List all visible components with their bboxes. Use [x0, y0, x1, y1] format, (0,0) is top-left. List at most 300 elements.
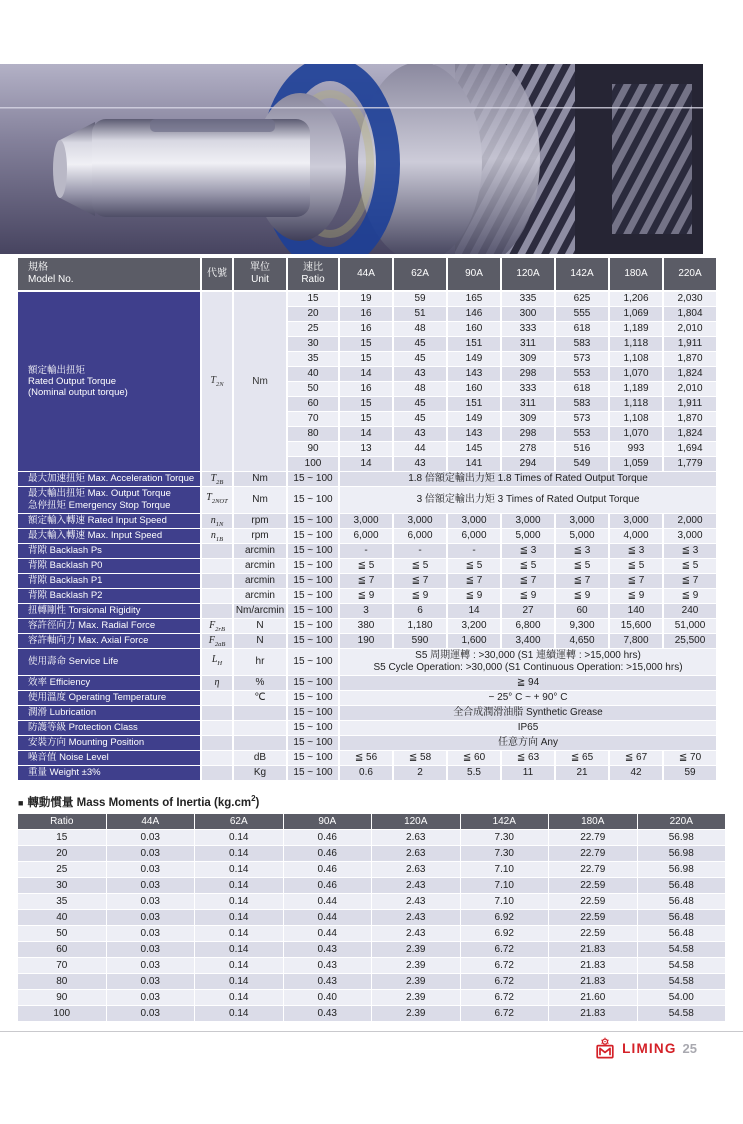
value-cell: ≦ 9 [664, 589, 716, 603]
value-cell: 56.48 [638, 910, 726, 925]
value-cell: ≦ 5 [448, 559, 500, 573]
value-cell: 1,118 [610, 337, 662, 351]
value-cell: 14 [340, 427, 392, 441]
ratio-cell: 80 [288, 427, 338, 441]
value-cell: 625 [556, 292, 608, 306]
row-label: 背隙 Backlash Ps [18, 544, 200, 558]
row-value: 3 倍額定輸出力矩 3 Times of Rated Output Torque [340, 487, 716, 513]
value-cell: 6 [394, 604, 446, 618]
row-symbol: $F_{2aB}$ [202, 634, 232, 648]
value-cell: 0.14 [195, 894, 283, 909]
value-cell: 45 [394, 337, 446, 351]
value-cell: 1,911 [664, 397, 716, 411]
table-row [18, 958, 725, 973]
value-cell: ≦ 5 [394, 559, 446, 573]
value-cell: 27 [502, 604, 554, 618]
table-row [18, 974, 725, 989]
row-value: 全合成潤滑油脂 Synthetic Grease [340, 706, 716, 720]
value-cell: 0.14 [195, 1006, 283, 1021]
row-value: S5 周期運轉 : >30,000 (S1 連續運轉 : >15,000 hrs) S5 Cycle Operation: >30,000 (S1 Continuous Operation: >15,000 hrs) [340, 649, 716, 675]
row-unit: hr [234, 649, 286, 675]
torque-row [288, 337, 716, 351]
value-cell: 22.79 [549, 846, 637, 861]
value-cell: 21.83 [549, 1006, 637, 1021]
value-cell: ≦ 67 [610, 751, 662, 765]
spec-row-service-life [18, 649, 716, 675]
value-cell: 1,059 [610, 457, 662, 471]
value-cell: 1,069 [610, 307, 662, 321]
row-ratio: 15 ~ 100 [288, 529, 338, 543]
value-cell: 1,189 [610, 322, 662, 336]
value-cell: 16 [340, 322, 392, 336]
value-cell: 6,000 [394, 529, 446, 543]
value-cell: ≦ 5 [610, 559, 662, 573]
torque-row [288, 427, 716, 441]
value-cell: ≦ 58 [394, 751, 446, 765]
value-cell: 0.40 [284, 990, 372, 1005]
ratio-cell: 35 [288, 352, 338, 366]
value-cell: 993 [610, 442, 662, 456]
row-label: 重量 Weight ±3% [18, 766, 200, 780]
value-cell: 1,180 [394, 619, 446, 633]
value-cell: ≦ 7 [340, 574, 392, 588]
value-cell: 14 [340, 367, 392, 381]
value-cell: 1,804 [664, 307, 716, 321]
value-cell: 43 [394, 427, 446, 441]
value-cell: 2.63 [372, 830, 460, 845]
value-cell: 6.72 [461, 1006, 549, 1021]
table-row [18, 846, 725, 861]
value-cell: ≦ 3 [664, 544, 716, 558]
value-cell: 56.48 [638, 926, 726, 941]
value-cell: 1,824 [664, 367, 716, 381]
row-symbol [202, 736, 232, 750]
value-cell: 7.30 [461, 846, 549, 861]
ratio-cell: 40 [18, 910, 106, 925]
row-ratio: 15 ~ 100 [288, 544, 338, 558]
table-row [18, 878, 725, 893]
value-cell: 380 [340, 619, 392, 633]
value-cell: 298 [502, 367, 554, 381]
value-cell: 1,070 [610, 367, 662, 381]
value-cell: 3 [340, 604, 392, 618]
torque-row [288, 382, 716, 396]
value-cell: 3,200 [448, 619, 500, 633]
value-cell: 16 [340, 382, 392, 396]
row-ratio: 15 ~ 100 [288, 721, 338, 735]
ratio-cell: 50 [18, 926, 106, 941]
spec-row-weight [18, 766, 716, 780]
value-cell: 0.46 [284, 830, 372, 845]
value-cell: 5,000 [556, 529, 608, 543]
value-cell: ≦ 9 [610, 589, 662, 603]
value-cell: 15 [340, 412, 392, 426]
value-cell: - [340, 544, 392, 558]
value-cell: 22.59 [549, 926, 637, 941]
value-cell: 48 [394, 382, 446, 396]
row-symbol: $T_{2N}$ [202, 292, 232, 471]
row-symbol [202, 766, 232, 780]
value-cell: 5,000 [502, 529, 554, 543]
table-row [18, 990, 725, 1005]
value-cell: ≦ 7 [610, 574, 662, 588]
value-cell: 0.43 [284, 1006, 372, 1021]
value-cell: 11 [502, 766, 554, 780]
value-cell: 13 [340, 442, 392, 456]
ratio-cell: 80 [18, 974, 106, 989]
value-cell: 21.60 [549, 990, 637, 1005]
value-cell: 0.03 [107, 862, 195, 877]
value-cell: 2.63 [372, 862, 460, 877]
spec-row-backlash-p2 [18, 589, 716, 603]
row-label: 容許軸向力 Max. Axial Force [18, 634, 200, 648]
header-model-columns [340, 258, 716, 290]
ratio-cell: 90 [288, 442, 338, 456]
header-model-column: 120A [502, 258, 554, 290]
value-cell: 145 [448, 442, 500, 456]
value-cell: ≦ 70 [664, 751, 716, 765]
value-cell: 0.03 [107, 974, 195, 989]
value-cell: 151 [448, 337, 500, 351]
value-cell: 16 [340, 307, 392, 321]
row-symbol [202, 751, 232, 765]
row-symbol [202, 559, 232, 573]
spec-row-max-input-speed [18, 529, 716, 543]
table-row [18, 1006, 725, 1021]
inertia-header-cell: 120A [372, 814, 460, 829]
value-cell: 21 [556, 766, 608, 780]
value-cell: 140 [610, 604, 662, 618]
table-row [18, 894, 725, 909]
rated-output-torque-block [18, 292, 716, 471]
row-values [340, 574, 716, 588]
value-cell: ≦ 5 [556, 559, 608, 573]
value-cell: 7.10 [461, 894, 549, 909]
ratio-cell: 20 [18, 846, 106, 861]
row-values [340, 634, 716, 648]
row-symbol [202, 706, 232, 720]
value-cell: 51,000 [664, 619, 716, 633]
row-symbol: $n_{1B}$ [202, 529, 232, 543]
row-unit: N [234, 619, 286, 633]
value-cell: 2.39 [372, 958, 460, 973]
ratio-cell: 70 [288, 412, 338, 426]
row-label: 潤滑 Lubrication [18, 706, 200, 720]
value-cell: 0.14 [195, 830, 283, 845]
value-cell: 21.83 [549, 942, 637, 957]
spec-row-mounting-position [18, 736, 716, 750]
square-bullet-icon: ■ [18, 798, 24, 808]
inertia-header-cell: 220A [638, 814, 726, 829]
value-cell: 59 [664, 766, 716, 780]
value-cell: 15 [340, 337, 392, 351]
row-unit: rpm [234, 529, 286, 543]
ratio-cell: 60 [288, 397, 338, 411]
ratio-cell: 50 [288, 382, 338, 396]
inertia-table [18, 814, 725, 1021]
header-model-column: 90A [448, 258, 500, 290]
value-cell: 573 [556, 352, 608, 366]
value-cell: 160 [448, 322, 500, 336]
spec-table-header [18, 258, 716, 290]
spec-row-protection-class [18, 721, 716, 735]
ratio-cell: 30 [18, 878, 106, 893]
spec-row-max-output-torque [18, 487, 716, 513]
row-label: 最大加速扭矩 Max. Acceleration Torque [18, 472, 200, 486]
ratio-cell: 60 [18, 942, 106, 957]
row-symbol: $n_{1N}$ [202, 514, 232, 528]
value-cell: 54.58 [638, 942, 726, 957]
value-cell: 22.59 [549, 878, 637, 893]
table-row [18, 830, 725, 845]
row-symbol: η [202, 676, 232, 690]
value-cell: 555 [556, 307, 608, 321]
ratio-cell: 25 [18, 862, 106, 877]
row-ratio: 15 ~ 100 [288, 736, 338, 750]
row-values [340, 529, 716, 543]
value-cell: 143 [448, 367, 500, 381]
row-symbol [202, 691, 232, 705]
value-cell: 14 [340, 457, 392, 471]
value-cell: 0.03 [107, 910, 195, 925]
value-cell: 6.72 [461, 974, 549, 989]
row-label: 噪音值 Noise Level [18, 751, 200, 765]
inertia-header-cell: 62A [195, 814, 283, 829]
inertia-section-title: ■ 轉動慣量 Mass Moments of Inertia $(kg.cm^2)$ [18, 794, 260, 809]
ratio-cell: 30 [288, 337, 338, 351]
value-cell: 583 [556, 397, 608, 411]
value-cell: 5.5 [448, 766, 500, 780]
ratio-cell: 15 [288, 292, 338, 306]
value-cell: 278 [502, 442, 554, 456]
value-cell: 1,189 [610, 382, 662, 396]
row-ratio: 15 ~ 100 [288, 589, 338, 603]
row-values [340, 619, 716, 633]
row-label: 背隙 Backlash P0 [18, 559, 200, 573]
row-label: 最大輸出扭矩 Max. Output Torque 急停扭矩 Emergency Stop Torque [18, 487, 200, 513]
row-value: − 25° C ~ + 90° C [340, 691, 716, 705]
value-cell: 298 [502, 427, 554, 441]
row-value: ≧ 94 [340, 676, 716, 690]
value-cell: 1,206 [610, 292, 662, 306]
row-value: 1.8 倍額定輸出力矩 1.8 Times of Rated Output Torque [340, 472, 716, 486]
value-cell: ≦ 7 [556, 574, 608, 588]
inertia-header-cell: 180A [549, 814, 637, 829]
value-cell: 21.83 [549, 974, 637, 989]
value-cell: 2.43 [372, 926, 460, 941]
value-cell: 56.48 [638, 878, 726, 893]
row-unit: dB [234, 751, 286, 765]
value-cell: 309 [502, 352, 554, 366]
value-cell: 335 [502, 292, 554, 306]
value-cell: 3,000 [394, 514, 446, 528]
value-cell: 0.14 [195, 846, 283, 861]
spec-row-backlash-ps [18, 544, 716, 558]
row-unit: % [234, 676, 286, 690]
value-cell: 141 [448, 457, 500, 471]
value-cell: 1,870 [664, 352, 716, 366]
value-cell: 4,650 [556, 634, 608, 648]
value-cell: 6.92 [461, 926, 549, 941]
row-unit [234, 721, 286, 735]
value-cell: 1,108 [610, 352, 662, 366]
value-cell: 0.44 [284, 910, 372, 925]
ratio-cell: 15 [18, 830, 106, 845]
row-symbol: $T_{2NOT}$ [202, 487, 232, 513]
value-cell: 6.92 [461, 910, 549, 925]
row-values [340, 766, 716, 780]
spec-row-lubrication [18, 706, 716, 720]
value-cell: 0.14 [195, 910, 283, 925]
torque-row [288, 307, 716, 321]
value-cell: 21.83 [549, 958, 637, 973]
value-cell: 590 [394, 634, 446, 648]
value-cell: 0.6 [340, 766, 392, 780]
table-row [18, 862, 725, 877]
value-cell: 6.72 [461, 990, 549, 1005]
value-cell: ≦ 3 [502, 544, 554, 558]
row-ratio: 15 ~ 100 [288, 487, 338, 513]
value-cell: 44 [394, 442, 446, 456]
row-values [340, 514, 716, 528]
value-cell: 54.00 [638, 990, 726, 1005]
header-model-column: 220A [664, 258, 716, 290]
table-row [18, 942, 725, 957]
value-cell: 240 [664, 604, 716, 618]
value-cell: 2.39 [372, 974, 460, 989]
value-cell: 56.98 [638, 862, 726, 877]
value-cell: ≦ 3 [610, 544, 662, 558]
ratio-cell: 35 [18, 894, 106, 909]
spec-row-backlash-p1 [18, 574, 716, 588]
value-cell: 309 [502, 412, 554, 426]
row-ratio: 15 ~ 100 [288, 691, 338, 705]
torque-row [288, 367, 716, 381]
value-cell: 0.43 [284, 942, 372, 957]
spec-row-noise-level [18, 751, 716, 765]
inertia-table-body [18, 830, 725, 1021]
value-cell: ≦ 60 [448, 751, 500, 765]
value-cell: 2.39 [372, 942, 460, 957]
ratio-cell: 100 [18, 1006, 106, 1021]
value-cell: 7.30 [461, 830, 549, 845]
row-symbol: $L_H$ [202, 649, 232, 675]
row-values [340, 604, 716, 618]
inertia-table-header [18, 814, 725, 829]
value-cell: - [394, 544, 446, 558]
row-symbol [202, 604, 232, 618]
spec-row-torsional-rigidity [18, 604, 716, 618]
value-cell: 25,500 [664, 634, 716, 648]
value-cell: 0.03 [107, 942, 195, 957]
row-value: IP65 [340, 721, 716, 735]
row-label: 最大輸入轉速 Max. Input Speed [18, 529, 200, 543]
value-cell: 618 [556, 382, 608, 396]
value-cell: 6.72 [461, 942, 549, 957]
row-ratio: 15 ~ 100 [288, 574, 338, 588]
value-cell: 618 [556, 322, 608, 336]
row-unit: ℃ [234, 691, 286, 705]
spec-row-rated-input-speed [18, 514, 716, 528]
header-ratio: 速比 Ratio [288, 258, 338, 290]
value-cell: 0.03 [107, 830, 195, 845]
value-cell: 48 [394, 322, 446, 336]
value-cell: 59 [394, 292, 446, 306]
value-cell: 2 [394, 766, 446, 780]
row-ratio: 15 ~ 100 [288, 766, 338, 780]
value-cell: 0.03 [107, 990, 195, 1005]
ratio-cell: 40 [288, 367, 338, 381]
value-cell: 2.43 [372, 878, 460, 893]
value-cell: 0.44 [284, 926, 372, 941]
value-cell: 160 [448, 382, 500, 396]
row-ratio: 15 ~ 100 [288, 649, 338, 675]
value-cell: 6,000 [448, 529, 500, 543]
value-cell: 2.39 [372, 990, 460, 1005]
spec-row-max-radial-force [18, 619, 716, 633]
brand-name: LIMING [622, 1040, 677, 1056]
row-ratio: 15 ~ 100 [288, 559, 338, 573]
row-label: 額定輸入轉速 Rated Input Speed [18, 514, 200, 528]
header-model: 規格 Model No. [18, 258, 200, 290]
value-cell: 516 [556, 442, 608, 456]
value-cell: 0.03 [107, 894, 195, 909]
torque-rows [288, 292, 716, 471]
row-values [340, 589, 716, 603]
value-cell: 51 [394, 307, 446, 321]
row-label: 防護等級 Protection Class [18, 721, 200, 735]
value-cell: 2,030 [664, 292, 716, 306]
value-cell: 7.10 [461, 862, 549, 877]
spec-row-backlash-p0 [18, 559, 716, 573]
value-cell: - [448, 544, 500, 558]
value-cell: 2,010 [664, 382, 716, 396]
value-cell: 15,600 [610, 619, 662, 633]
value-cell: 1,108 [610, 412, 662, 426]
value-cell: 3,000 [610, 514, 662, 528]
row-values [340, 544, 716, 558]
value-cell: 3,000 [556, 514, 608, 528]
row-symbol [202, 574, 232, 588]
table-row [18, 910, 725, 925]
inertia-header-cell: 90A [284, 814, 372, 829]
value-cell: ≦ 63 [502, 751, 554, 765]
value-cell: 54.58 [638, 958, 726, 973]
value-cell: ≦ 56 [340, 751, 392, 765]
inertia-header-cell: Ratio [18, 814, 106, 829]
value-cell: ≦ 5 [502, 559, 554, 573]
value-cell: 165 [448, 292, 500, 306]
value-cell: ≦ 65 [556, 751, 608, 765]
value-cell: 0.03 [107, 1006, 195, 1021]
value-cell: ≦ 9 [448, 589, 500, 603]
value-cell: ≦ 3 [556, 544, 608, 558]
value-cell: 2,000 [664, 514, 716, 528]
liming-logo-icon [594, 1037, 616, 1059]
value-cell: ≦ 7 [394, 574, 446, 588]
row-unit: arcmin [234, 589, 286, 603]
value-cell: ≦ 7 [448, 574, 500, 588]
value-cell: 60 [556, 604, 608, 618]
value-cell: 583 [556, 337, 608, 351]
value-cell: 43 [394, 367, 446, 381]
value-cell: 549 [556, 457, 608, 471]
page-number: 25 [682, 1040, 697, 1056]
row-unit: N [234, 634, 286, 648]
value-cell: 0.46 [284, 846, 372, 861]
header-model-column: 142A [556, 258, 608, 290]
value-cell: 553 [556, 367, 608, 381]
